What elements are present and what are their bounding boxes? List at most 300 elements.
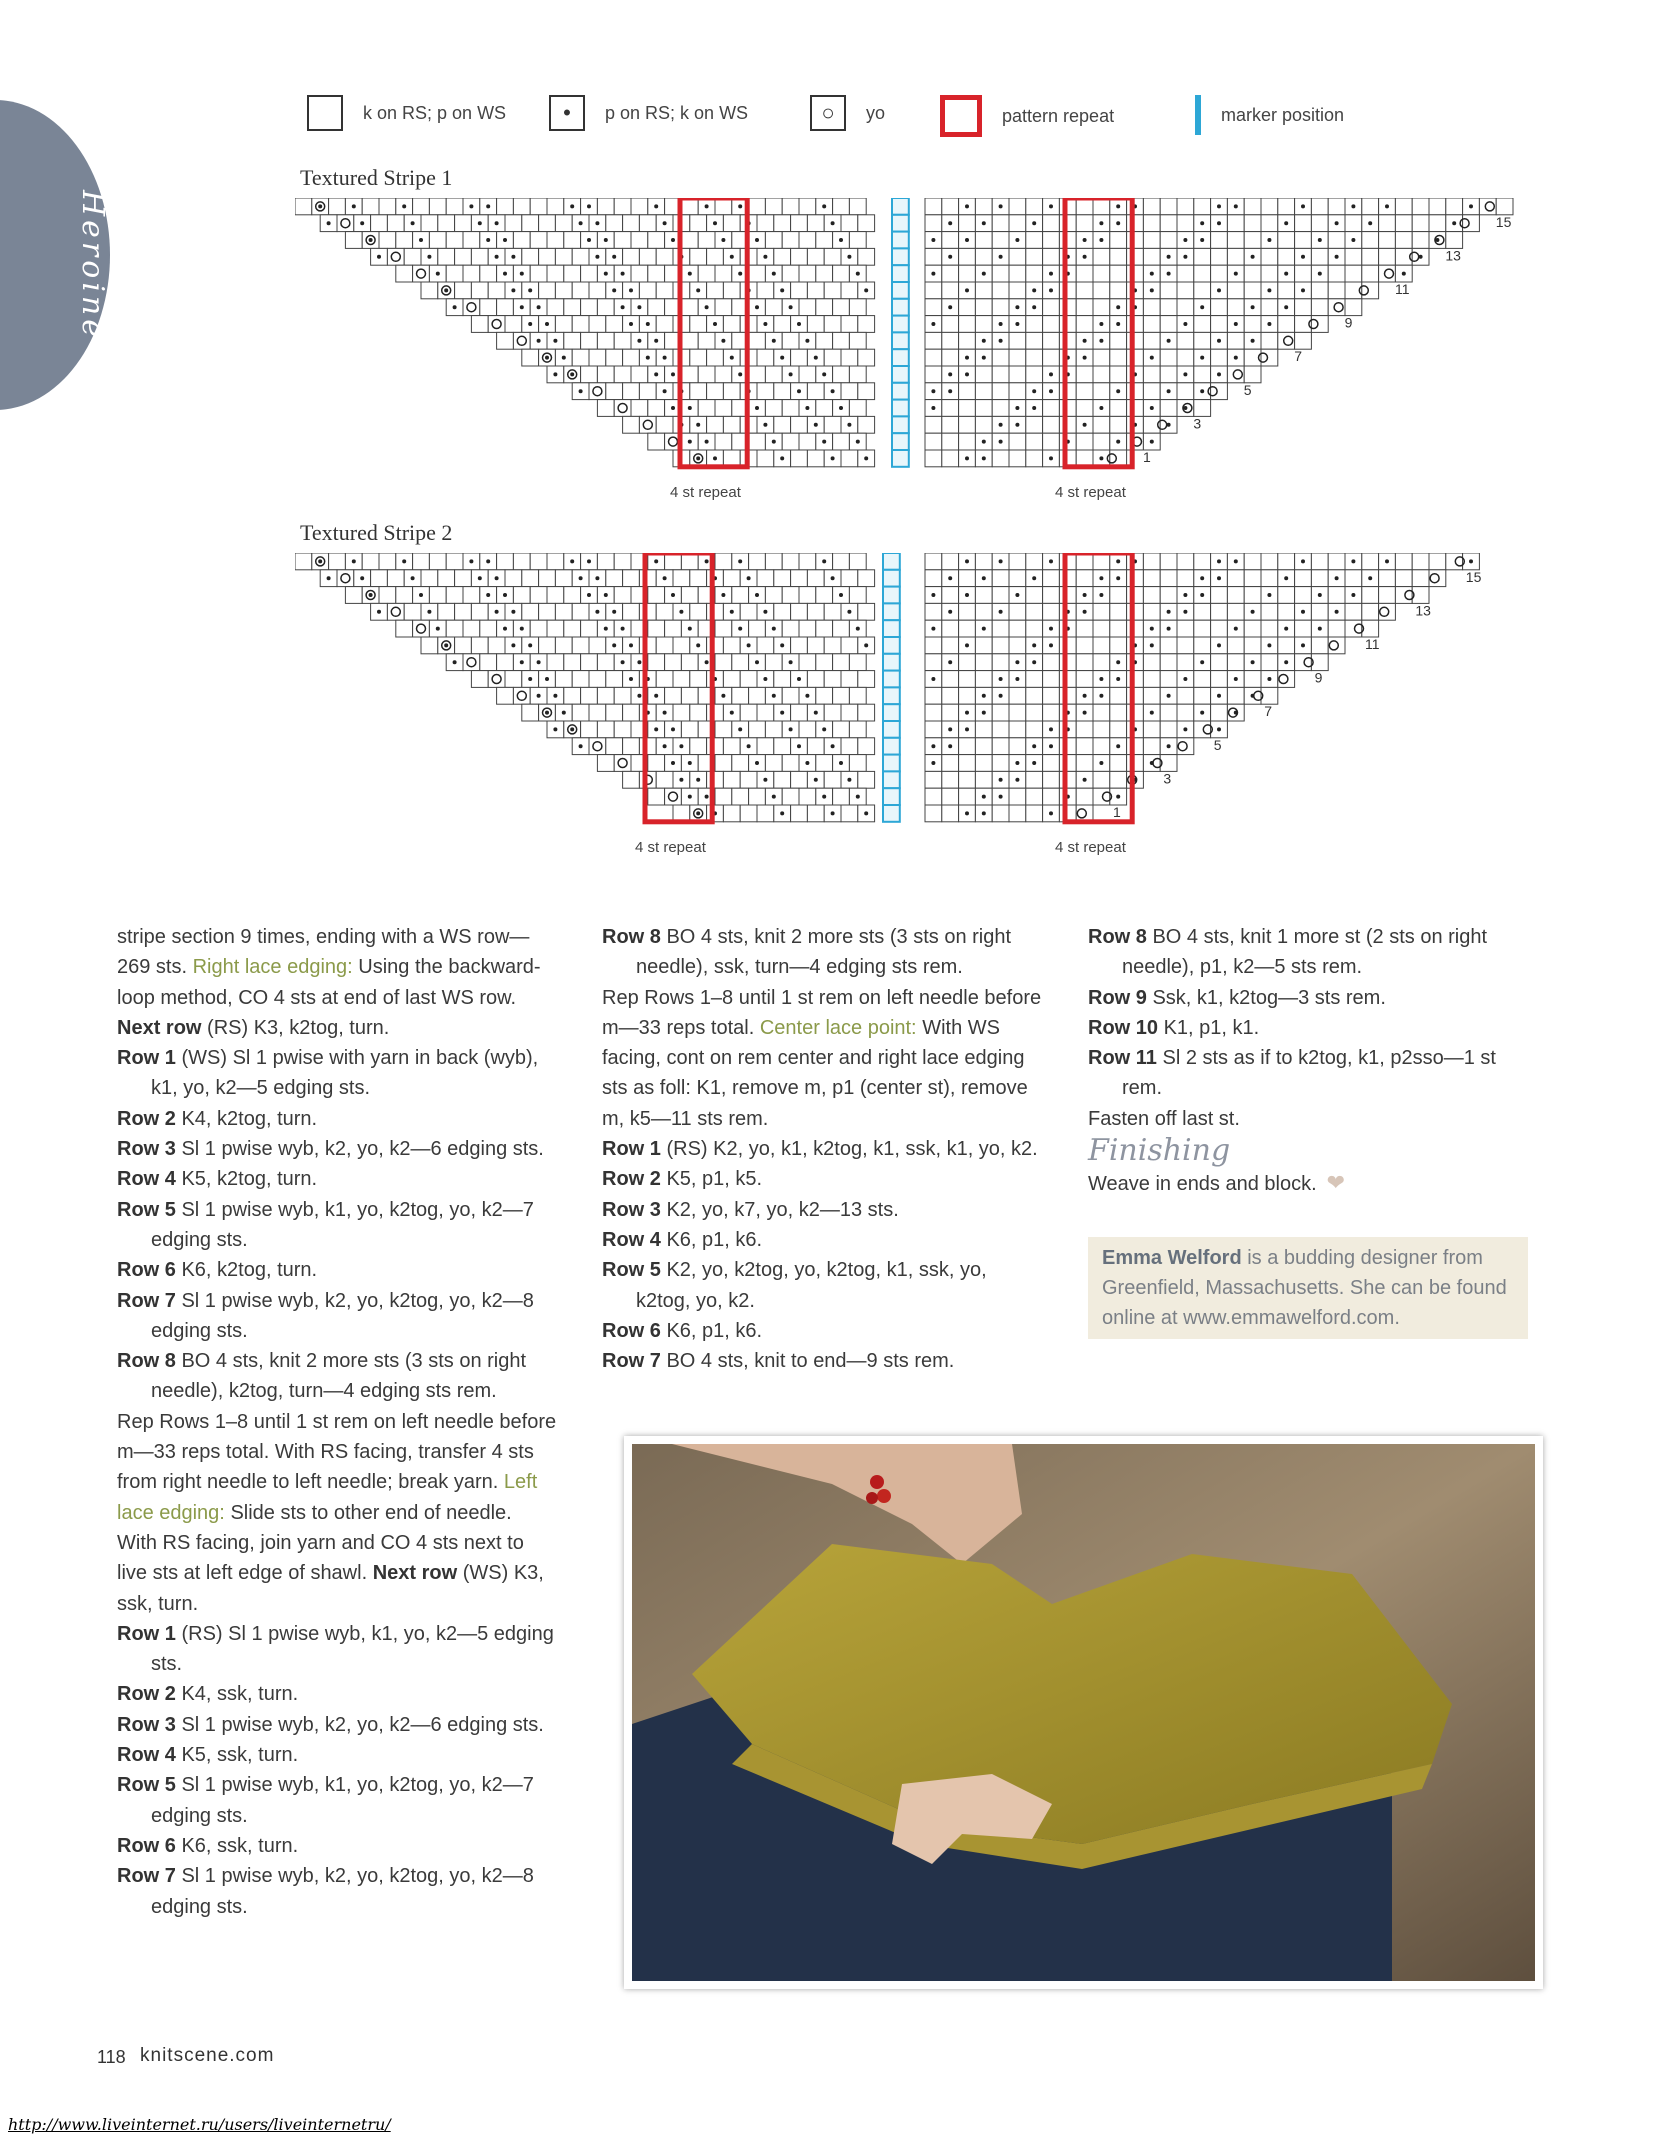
knit-stitch-cell: [614, 587, 631, 604]
purl-dot: [789, 372, 793, 376]
purl-dot: [839, 593, 843, 597]
knit-stitch-cell: [379, 553, 396, 570]
purl-dot: [604, 238, 608, 242]
knit-stitch-cell: [1143, 299, 1160, 316]
purl-dot: [1217, 694, 1221, 698]
knit-stitch-cell: [975, 282, 992, 299]
purl-dot: [1116, 660, 1120, 664]
knit-stitch-cell: [1076, 215, 1093, 232]
knit-stitch-cell: [698, 366, 715, 383]
knit-stitch-cell: [959, 671, 976, 688]
fasten-off-text: Fasten off last st.: [1088, 1107, 1240, 1130]
knit-stitch-cell: [379, 232, 396, 249]
row-text: K5, ssk, turn.: [181, 1744, 299, 1767]
purl-dot: [999, 778, 1003, 782]
instruction-row: [117, 1861, 557, 1922]
knit-stitch-cell: [715, 400, 732, 417]
purl-dot: [1099, 456, 1103, 460]
knit-stitch-cell: [959, 654, 976, 671]
knit-stitch-cell: [1244, 671, 1261, 688]
knit-stitch-cell: [757, 704, 774, 721]
knit-stitch-cell: [858, 704, 875, 721]
purl-dot: [654, 727, 658, 731]
knit-stitch-cell: [959, 416, 976, 433]
knit-stitch-cell: [455, 248, 472, 265]
marker-column-cell: [883, 671, 900, 688]
knit-stitch-cell: [1211, 232, 1228, 249]
knit-stitch-cell: [614, 332, 631, 349]
purl-dot: [999, 423, 1003, 427]
bio-text: is a budding designer from Greenfield, Massachusetts. She can be found online at www.emmawelford.com.: [1102, 1247, 1507, 1330]
designer-bio: [1088, 1237, 1528, 1339]
knit-stitch-cell: [1160, 654, 1177, 671]
knit-stitch-cell: [1026, 316, 1043, 333]
knit-stitch-cell: [774, 771, 791, 788]
purl-dot: [1049, 288, 1053, 292]
knit-stitch-cell: [1311, 316, 1328, 333]
knit-stitch-cell: [959, 738, 976, 755]
knit-stitch-cell: [749, 433, 766, 450]
knit-stitch-cell: [1278, 198, 1295, 215]
purl-dot: [511, 288, 515, 292]
row-label: Row 5: [117, 1774, 176, 1797]
purl-dot: [982, 711, 986, 715]
knit-stitch-cell: [413, 265, 430, 282]
purl-dot: [1116, 221, 1120, 225]
knit-stitch-cell: [606, 704, 623, 721]
knit-stitch-cell: [639, 215, 656, 232]
purl-dot: [629, 677, 633, 681]
purl-dot: [1116, 576, 1120, 580]
knit-stitch-cell: [656, 603, 673, 620]
knit-stitch-cell: [1110, 603, 1127, 620]
yo-circle-icon: ○: [810, 95, 846, 131]
row-label: Row 5: [602, 1259, 661, 1282]
row-label: Row 9: [1088, 986, 1147, 1009]
knit-stitch-cell: [849, 721, 866, 738]
knit-stitch-cell: [1026, 687, 1043, 704]
knit-stitch-cell: [1177, 265, 1194, 282]
knit-stitch-cell: [1026, 232, 1043, 249]
knit-stitch-cell: [614, 198, 631, 215]
knit-stitch-cell: [455, 570, 472, 587]
purl-dot: [982, 627, 986, 631]
knit-stitch-cell: [455, 282, 472, 299]
purl-dot: [797, 322, 801, 326]
purl-dot: [999, 677, 1003, 681]
knit-stitch-cell: [841, 805, 858, 822]
knit-stitch-cell: [639, 570, 656, 587]
purl-dot: [1167, 744, 1171, 748]
knit-stitch-cell: [732, 654, 749, 671]
knit-stitch-cell: [707, 416, 724, 433]
purl-dot: [856, 627, 860, 631]
knit-stitch-cell: [564, 620, 581, 637]
knit-stitch-cell: [1311, 603, 1328, 620]
knit-stitch-cell: [824, 704, 841, 721]
knit-stitch-cell: [1328, 282, 1345, 299]
knit-stitch-cell: [1278, 282, 1295, 299]
knit-stitch-cell: [732, 587, 749, 604]
knit-stitch-cell: [833, 721, 850, 738]
knit-stitch-cell: [849, 654, 866, 671]
purl-dot: [469, 559, 473, 563]
knit-stitch-cell: [791, 416, 808, 433]
purl-dot: [671, 238, 675, 242]
knit-stitch-cell: [1076, 721, 1093, 738]
purl-dot: [402, 204, 406, 208]
purl-dot: [1267, 643, 1271, 647]
knit-stitch-cell: [1227, 332, 1244, 349]
purl-dot: [1015, 660, 1019, 664]
knit-stitch-cell: [1026, 416, 1043, 433]
knit-stitch-cell: [959, 299, 976, 316]
purl-dot: [1267, 238, 1271, 242]
knit-stitch-cell: [723, 450, 740, 467]
purl-dot: [495, 610, 499, 614]
knit-stitch-cell: [681, 721, 698, 738]
knit-stitch-cell: [690, 671, 707, 688]
purl-dot: [1469, 559, 1473, 563]
purl-dot: [1116, 322, 1120, 326]
marker-column-cell: [892, 433, 909, 450]
purl-dot: [982, 576, 986, 580]
knit-stitch-cell: [1379, 603, 1396, 620]
knit-stitch-cell: [480, 265, 497, 282]
knit-stitch-cell: [799, 721, 816, 738]
purl-dot: [789, 305, 793, 309]
knit-stitch-cell: [513, 198, 530, 215]
purl-dot: [1183, 677, 1187, 681]
knit-stitch-cell: [1059, 570, 1076, 587]
purl-dot: [1217, 339, 1221, 343]
knit-stitch-cell: [807, 671, 824, 688]
knit-stitch-cell: [572, 704, 589, 721]
purl-dot: [595, 610, 599, 614]
purl-dot: [713, 221, 717, 225]
knit-stitch-cell: [975, 671, 992, 688]
knit-stitch-cell: [749, 332, 766, 349]
knit-stitch-cell: [841, 316, 858, 333]
purl-dot: [1150, 643, 1154, 647]
shawl-photo: [624, 1436, 1543, 1989]
purl-dot: [520, 627, 524, 631]
knit-stitch-cell: [992, 654, 1009, 671]
knit-stitch-cell: [942, 400, 959, 417]
knit-stitch-cell: [438, 603, 455, 620]
knit-stitch-cell: [858, 771, 875, 788]
knit-stitch-cell: [1059, 383, 1076, 400]
knit-stitch-cell: [1261, 687, 1278, 704]
knit-stitch-cell: [942, 332, 959, 349]
knit-stitch-cell: [631, 232, 648, 249]
purl-dot: [537, 339, 541, 343]
purl-dot: [528, 322, 532, 326]
knit-stitch-cell: [740, 603, 757, 620]
knit-stitch-cell: [959, 755, 976, 772]
knit-stitch-cell: [925, 416, 942, 433]
purl-dot: [663, 744, 667, 748]
marker-column-cell: [883, 620, 900, 637]
knit-stitch-cell: [1244, 232, 1261, 249]
knit-stitch-cell: [547, 587, 564, 604]
knit-stitch-cell: [757, 637, 774, 654]
knit-stitch-cell: [707, 771, 724, 788]
knit-stitch-cell: [774, 738, 791, 755]
knit-stitch-cell: [429, 553, 446, 570]
purl-dot: [797, 744, 801, 748]
knit-stitch-cell: [959, 316, 976, 333]
knit-stitch-cell: [723, 316, 740, 333]
knit-stitch-cell: [555, 215, 572, 232]
knit-stitch-cell: [1009, 215, 1026, 232]
knit-stitch-cell: [1278, 232, 1295, 249]
knit-stitch-cell: [942, 349, 959, 366]
knit-stitch-cell: [959, 570, 976, 587]
knit-stitch-cell: [707, 349, 724, 366]
knit-stitch-cell: [833, 620, 850, 637]
knit-stitch-cell: [1043, 570, 1060, 587]
purl-dot: [789, 660, 793, 664]
knit-stitch-cell: [345, 232, 362, 249]
knit-stitch-cell: [1160, 215, 1177, 232]
knit-stitch-cell: [807, 316, 824, 333]
knit-stitch-cell: [648, 400, 665, 417]
knit-stitch-cell: [975, 299, 992, 316]
purl-dot: [1200, 593, 1204, 597]
knit-stitch-cell: [1311, 215, 1328, 232]
knit-stitch-cell: [488, 671, 505, 688]
marker-column-cell: [892, 198, 909, 215]
row-number-label: 11: [1395, 281, 1410, 297]
knit-stitch-cell: [782, 687, 799, 704]
knit-stitch-cell: [1076, 198, 1093, 215]
knit-stitch-cell: [757, 738, 774, 755]
knit-stitch-cell: [421, 637, 438, 654]
knit-stitch-cell: [942, 265, 959, 282]
knit-stitch-cell: [1160, 400, 1177, 417]
purl-dot: [671, 593, 675, 597]
purl-dot: [763, 677, 767, 681]
knit-stitch-cell: [1026, 349, 1043, 366]
knit-stitch-cell: [623, 603, 640, 620]
knit-stitch-cell: [656, 282, 673, 299]
knit-stitch-cell: [488, 282, 505, 299]
knit-stitch-cell: [463, 587, 480, 604]
purl-dot: [847, 255, 851, 259]
knit-stitch-cell: [362, 553, 379, 570]
knit-stitch-cell: [480, 620, 497, 637]
knit-stitch-cell: [1496, 198, 1513, 215]
knit-stitch-cell: [959, 383, 976, 400]
purl-dot: [495, 255, 499, 259]
knit-stitch-cell: [1395, 215, 1412, 232]
purl-dot: [1251, 255, 1255, 259]
purl-dot: [1251, 660, 1255, 664]
knit-stitch-cell: [799, 553, 816, 570]
knit-stitch-cell: [345, 587, 362, 604]
knit-stitch-cell: [816, 654, 833, 671]
marker-column-cell: [883, 788, 900, 805]
purl-dot-icon: •: [549, 95, 585, 131]
knit-stitch-cell: [1026, 671, 1043, 688]
purl-dot: [587, 238, 591, 242]
purl-dot: [688, 406, 692, 410]
row-number-label: 3: [1163, 770, 1172, 787]
knit-stitch-cell: [925, 771, 942, 788]
instruction-row: [117, 1043, 557, 1104]
knit-stitch-cell: [1328, 587, 1345, 604]
knit-stitch-cell: [555, 671, 572, 688]
knit-stitch-cell: [572, 248, 589, 265]
knit-stitch-cell: [1009, 366, 1026, 383]
knit-stitch-cell: [1127, 232, 1144, 249]
purl-dot: [831, 576, 835, 580]
purl-dot: [1116, 305, 1120, 309]
knit-stitch-cell: [774, 570, 791, 587]
knit-stitch-cell: [1194, 620, 1211, 637]
knit-stitch-cell: [1059, 215, 1076, 232]
knit-stitch-cell: [1446, 198, 1463, 215]
knit-stitch-cell: [1009, 687, 1026, 704]
knit-stitch-cell: [1261, 349, 1278, 366]
knit-stitch-cell: [1395, 587, 1412, 604]
knit-stitch-cell: [530, 198, 547, 215]
heart-icon: ❤: [1326, 1170, 1346, 1196]
knit-stitch-cell: [715, 654, 732, 671]
knit-stitch-cell: [942, 450, 959, 467]
knit-stitch-cell: [715, 198, 732, 215]
knit-stitch-cell: [1177, 282, 1194, 299]
knit-stitch-cell: [1076, 805, 1093, 822]
purl-dot: [1167, 627, 1171, 631]
marker-column-cell: [892, 316, 909, 333]
purl-dot: [831, 811, 835, 815]
paragraph: [117, 1407, 557, 1619]
marker-column-cell: [883, 721, 900, 738]
knit-stitch-cell: [1143, 383, 1160, 400]
purl-dot: [377, 610, 381, 614]
knit-stitch-cell: [715, 755, 732, 772]
knit-stitch-cell: [1311, 654, 1328, 671]
knit-stitch-cell: [690, 349, 707, 366]
row-text: K1, p1, k1.: [1163, 1016, 1260, 1039]
legend-knit: [307, 95, 506, 131]
knit-stitch-cell: [396, 232, 413, 249]
purl-dot: [1049, 372, 1053, 376]
row-label: Row 3: [117, 1713, 176, 1736]
knit-stitch-cell: [816, 299, 833, 316]
knit-stitch-cell: [480, 299, 497, 316]
purl-dot: [537, 305, 541, 309]
purl-dot: [1200, 711, 1204, 715]
knit-stitch-cell: [1043, 416, 1060, 433]
knit-stitch-cell: [589, 383, 606, 400]
knit-stitch-cell: [1043, 248, 1060, 265]
purl-dot: [747, 576, 751, 580]
body-text: Slide sts to other end of needle. With RS facing, join yarn and CO 4 sts next to live sts at left edge of shawl.: [117, 1501, 524, 1585]
purl-dot: [621, 627, 625, 631]
knit-stitch-cell: [673, 671, 690, 688]
knit-stitch-cell: [488, 316, 505, 333]
knit-stitch-cell: [673, 805, 690, 822]
knit-stitch-cell: [1093, 299, 1110, 316]
knit-stitch-cell: [665, 788, 682, 805]
knit-stitch-cell: [1009, 637, 1026, 654]
purl-dot: [814, 711, 818, 715]
knit-stitch-cell: [1076, 637, 1093, 654]
row-text: Sl 2 sts as if to k2tog, k1, p2sso—1 st rem.: [1122, 1047, 1496, 1100]
knit-stitch-cell: [1143, 570, 1160, 587]
knit-stitch-cell: [1009, 332, 1026, 349]
purl-dot: [637, 694, 641, 698]
knit-stitch-cell: [1177, 738, 1194, 755]
knit-stitch-cell: [1143, 316, 1160, 333]
knit-stitch-cell: [1009, 349, 1026, 366]
repeat-label: 4 st repeat: [1055, 483, 1126, 501]
purl-dot: [982, 339, 986, 343]
purl-dot: [822, 372, 826, 376]
purl-dot: [1049, 559, 1053, 563]
marker-column-cell: [892, 332, 909, 349]
knit-stitch-cell: [723, 383, 740, 400]
body-text: With WS facing, cont on rem center and right lace edging sts as foll: K1, remove m, p1 (center st), remove m, k5—11 sts rem.: [602, 1016, 1028, 1130]
knit-stitch-cell: [707, 383, 724, 400]
knit-stitch-cell: [942, 788, 959, 805]
purl-dot: [763, 423, 767, 427]
knit-stitch-cell: [925, 248, 942, 265]
row-number-label: 15: [1465, 568, 1482, 585]
purl-dot: [1083, 593, 1087, 597]
knit-stitch-cell: [690, 570, 707, 587]
purl-dot: [612, 288, 616, 292]
row-text: BO 4 sts, knit to end—9 sts rem.: [666, 1350, 955, 1373]
purl-dot: [369, 238, 373, 242]
row-number-label: 9: [1314, 669, 1323, 686]
purl-dot: [1251, 610, 1255, 614]
purl-dot: [1217, 372, 1221, 376]
knit-stitch-cell: [925, 721, 942, 738]
purl-dot: [822, 727, 826, 731]
marker-column-cell: [883, 687, 900, 704]
knit-stitch-cell: [429, 587, 446, 604]
marker-column-cell: [883, 738, 900, 755]
knit-stitch-cell: [1211, 349, 1228, 366]
purl-dot: [763, 322, 767, 326]
purl-dot: [1015, 423, 1019, 427]
knit-stitch-cell: [1076, 316, 1093, 333]
knit-stitch-cell: [975, 232, 992, 249]
finishing-heading: Finishing: [1088, 1133, 1231, 1169]
knit-stitch-cell: [774, 416, 791, 433]
knit-stitch-cell: [959, 215, 976, 232]
knit-stitch-cell: [1076, 400, 1093, 417]
source-url-link[interactable]: http://www.liveinternet.ru/users/liveinternetru/: [8, 2115, 391, 2134]
knit-stitch-cell: [1345, 265, 1362, 282]
knit-stitch-cell: [723, 671, 740, 688]
row-label: Next row: [372, 1562, 458, 1585]
purl-dot: [1217, 576, 1221, 580]
knit-stitch-cell: [1110, 587, 1127, 604]
knit-stitch-cell: [1160, 671, 1177, 688]
knit-stitch-cell: [1345, 570, 1362, 587]
knit-stitch-cell: [799, 265, 816, 282]
knit-stitch-cell: [471, 316, 488, 333]
body-text: Weave in ends and block.: [1088, 1173, 1317, 1196]
knit-stitch-cell: [597, 332, 614, 349]
knit-stitch-cell: [1043, 755, 1060, 772]
knit-stitch-cell: [690, 704, 707, 721]
